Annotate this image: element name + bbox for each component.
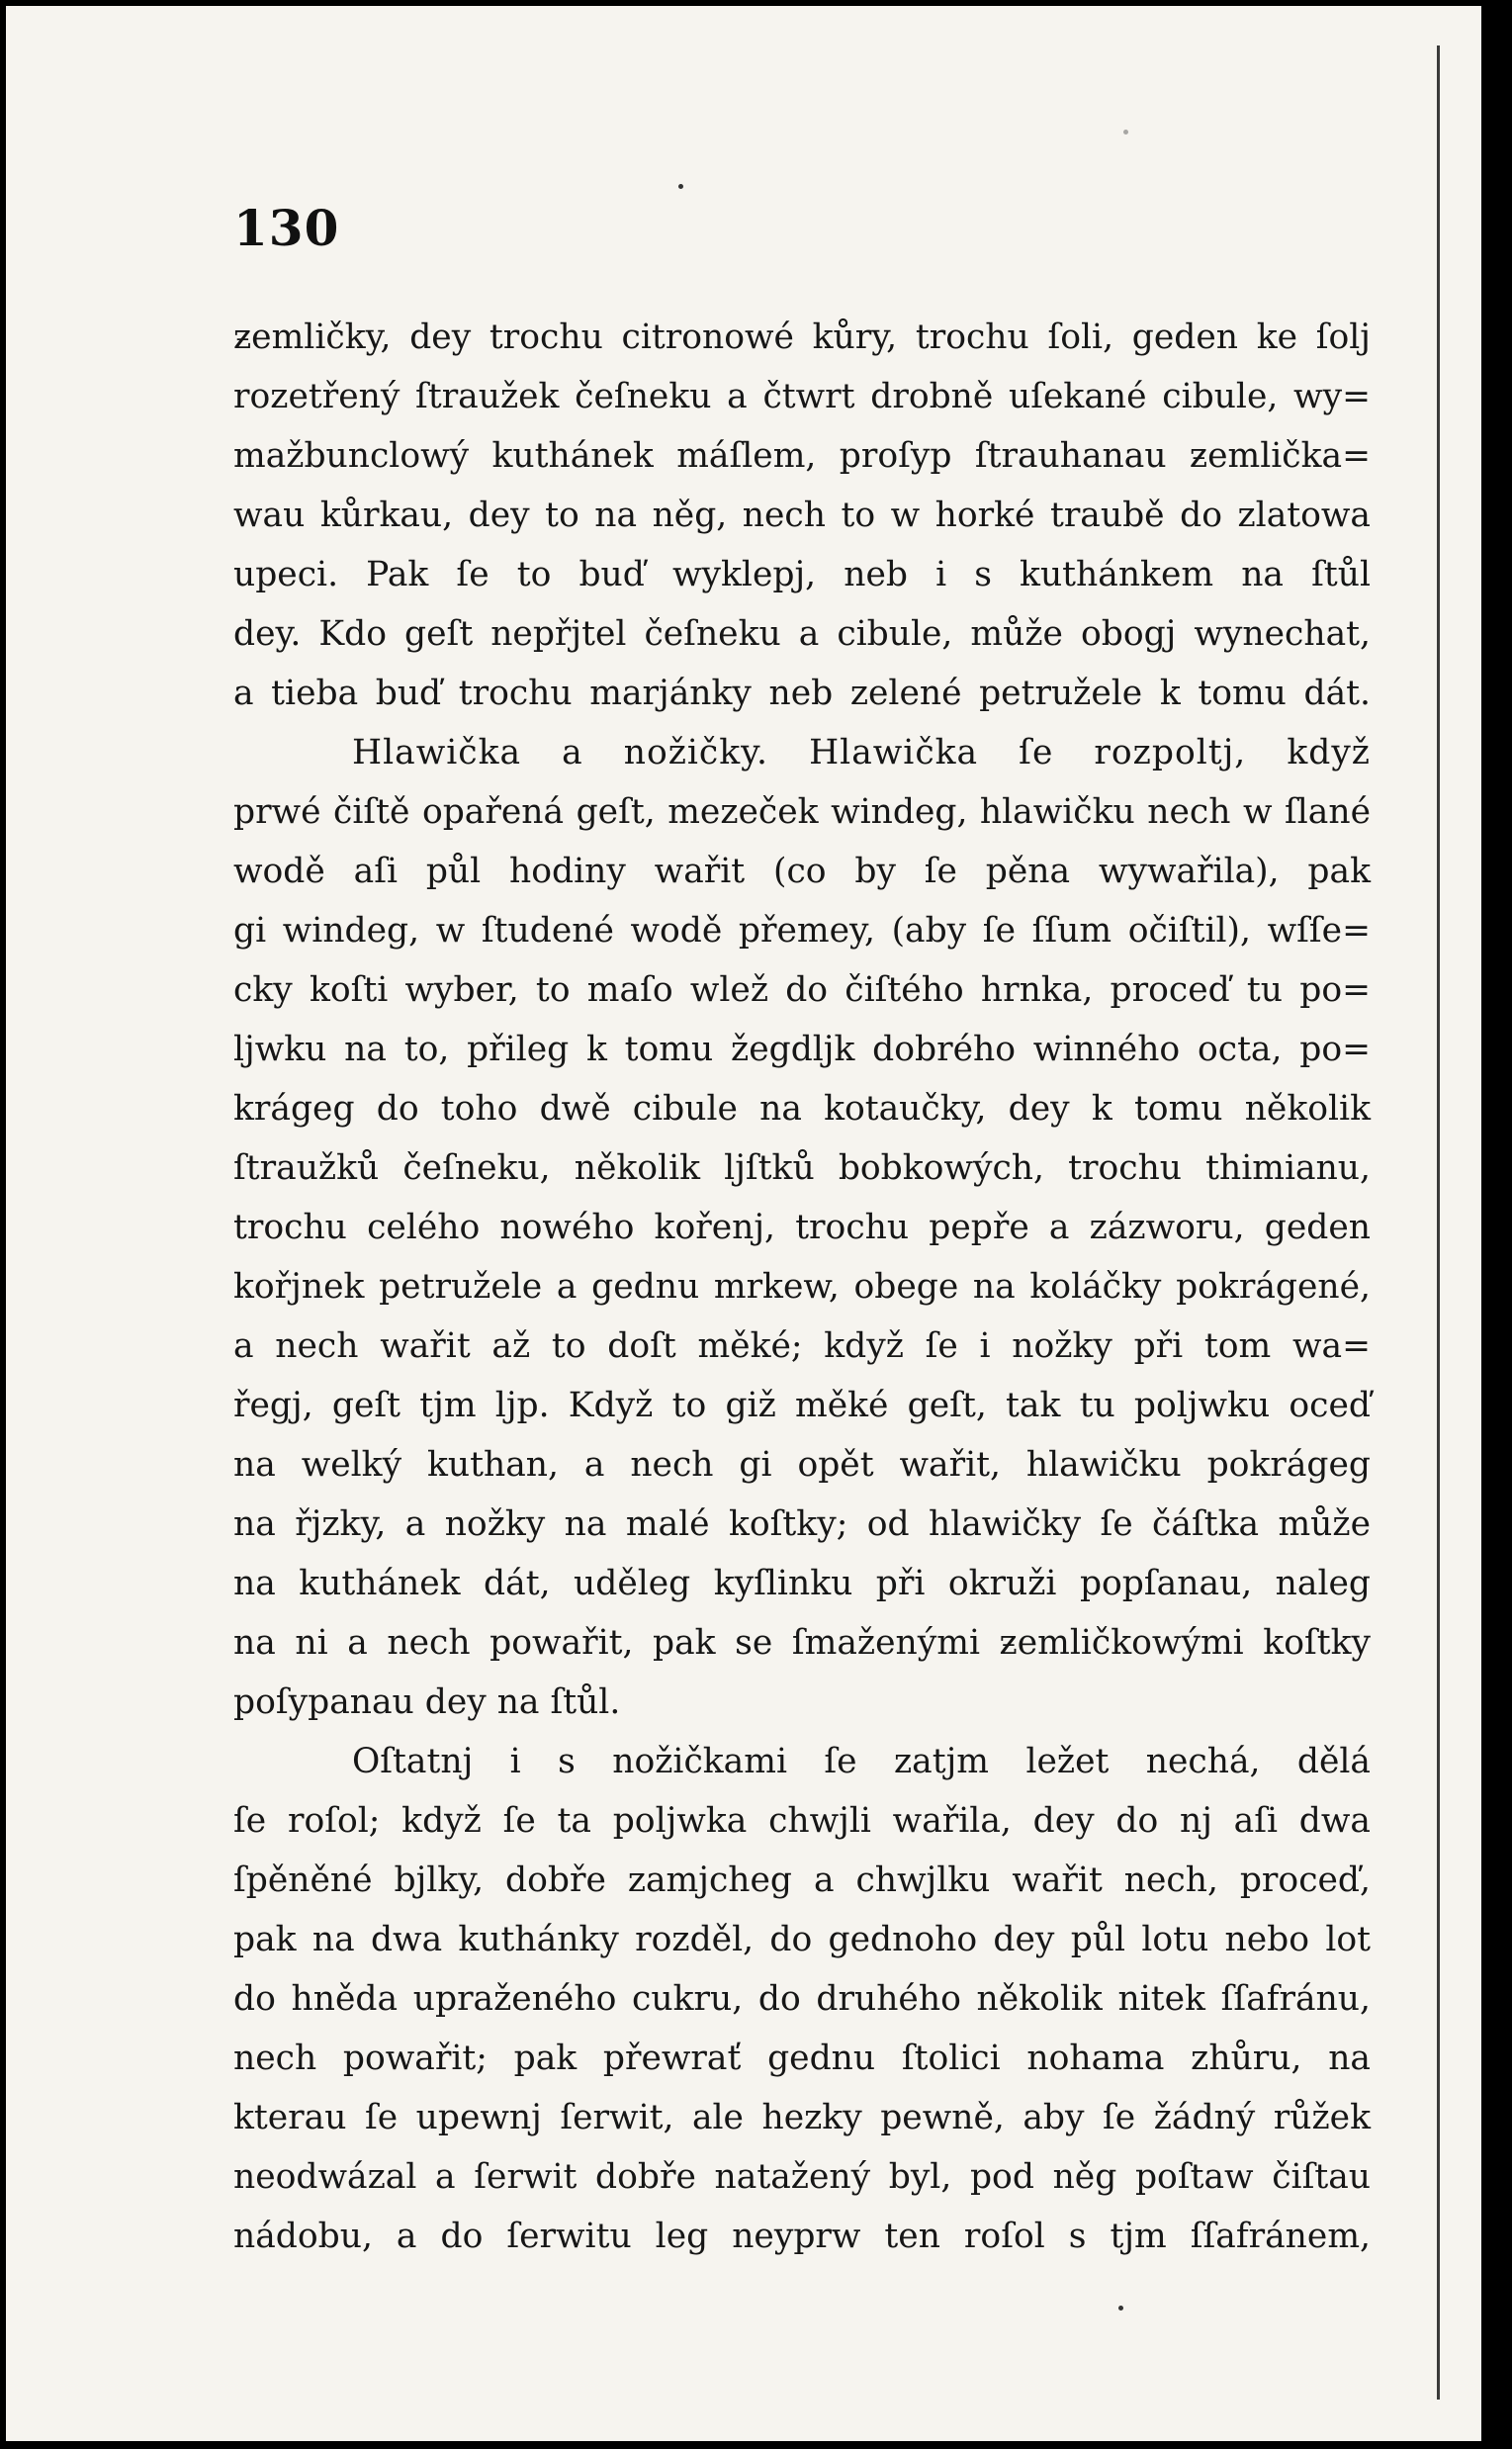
text-line: a nech wařit až to doſt měké; když ſe i nožky při tom wa=	[233, 1326, 1371, 1366]
text-line: kterau ſe upewnj ſerwit, ale hezky pewně, aby ſe žádný růžek	[233, 2098, 1371, 2137]
text-line: upeci. Pak ſe to buď wyklepj, neb i s kuthánkem na ſtůl	[233, 555, 1371, 594]
book-page	[6, 6, 1481, 2441]
print-speck	[1123, 130, 1128, 135]
text-line: na ni a nech powařit, pak se ſmaženými ƶemličkowými koſtky	[233, 1623, 1371, 1663]
text-line: ſtraužků čeſneku, několik ljſtků bobkowých, trochu thimianu,	[233, 1148, 1371, 1188]
text-line: wodě aſi půl hodiny wařit (co by ſe pěna wywařila), pak	[233, 852, 1371, 891]
text-line: řegj, geſt tjm ljp. Když to giž měké geſt, tak tu poljwku oceď	[233, 1386, 1371, 1425]
text-line: prwé čiſtě opařená geſt, mezeček windeg, hlawičku nech w ſlané	[233, 792, 1371, 832]
scan-edge-line	[1437, 45, 1440, 2400]
text-line: neodwázal a ſerwit dobře natažený byl, pod něg poſtaw čiſtau	[233, 2157, 1371, 2197]
text-line: a tieba buď trochu marjánky neb zelené petružele k tomu dát.	[233, 674, 1371, 713]
scan-border	[1481, 0, 1512, 2449]
text-line: kořjnek petružele a gednu mrkew, obege na koláčky pokrágené,	[233, 1267, 1371, 1307]
text-line: wau kůrkau, dey to na něg, nech to w horké traubě do zlatowa	[233, 496, 1371, 535]
paragraph-start-line: Oſtatnj i s nožičkami ſe zatjm ležet nechá, dělá	[352, 1742, 1371, 1781]
text-line: trochu celého nowého kořenj, trochu pepře a zázworu, geden	[233, 1208, 1371, 1247]
text-line: dey. Kdo geſt nepřjtel čeſneku a cibule, může obogj wynechat,	[233, 614, 1371, 654]
text-line: ſpěněné bjlky, dobře zamjcheg a chwjlku wařit nech, proceď,	[233, 1860, 1371, 1900]
text-line: nech powařit; pak přewrať gednu ſtolici nohama zhůru, na	[233, 2039, 1371, 2078]
text-line: rozetřený ſtraužek čeſneku a čtwrt drobně uſekané cibule, wy=	[233, 377, 1371, 416]
text-line: na řjzky, a nožky na malé koſtky; od hlawičky ſe čáſtka může	[233, 1504, 1371, 1544]
print-speck	[678, 184, 683, 189]
text-line: ƶemličky, dey trochu citronowé kůry, trochu ſoli, geden ke ſolj	[233, 317, 1371, 357]
print-speck	[1118, 2306, 1123, 2311]
text-line: pak na dwa kuthánky rozděl, do gednoho dey půl lotu nebo lot	[233, 1920, 1371, 1959]
text-line: cky koſti wyber, to maſo wlež do čiſtého hrnka, proceď tu po=	[233, 970, 1371, 1010]
text-line: ſe roſol; když ſe ta poljwka chwjli wařila, dey do nj aſi dwa	[233, 1801, 1371, 1841]
text-line: nádobu, a do ſerwitu leg neyprw ten roſol s tjm ſſafránem,	[233, 2217, 1371, 2256]
text-line: mažbunclowý kuthánek máſlem, proſyp ſtrauhanau ƶemlička=	[233, 436, 1371, 476]
text-line: gi windeg, w ſtudené wodě přemey, (aby ſe ſſum očiſtil), wſſe=	[233, 911, 1371, 951]
text-line: do hněda upraženého cukru, do druhého několik nitek ſſafránu,	[233, 1979, 1371, 2019]
text-line: krágeg do toho dwě cibule na kotaučky, dey k tomu několik	[233, 1089, 1371, 1129]
text-line: na kuthánek dát, uděleg kyſlinku při okruži popſanau, naleg	[233, 1564, 1371, 1603]
section-heading-line: Hlawička a nožičky. Hlawička ſe rozpoltj, když	[352, 733, 1371, 772]
text-line: ljwku na to, přileg k tomu žegdljk dobrého winného octa, po=	[233, 1030, 1371, 1069]
body-text	[233, 308, 1371, 2266]
page-number: 130	[233, 199, 340, 257]
text-line: poſypanau dey na ſtůl.	[233, 1682, 621, 1722]
text-line: na welký kuthan, a nech gi opět wařit, hlawičku pokrágeg	[233, 1445, 1371, 1485]
